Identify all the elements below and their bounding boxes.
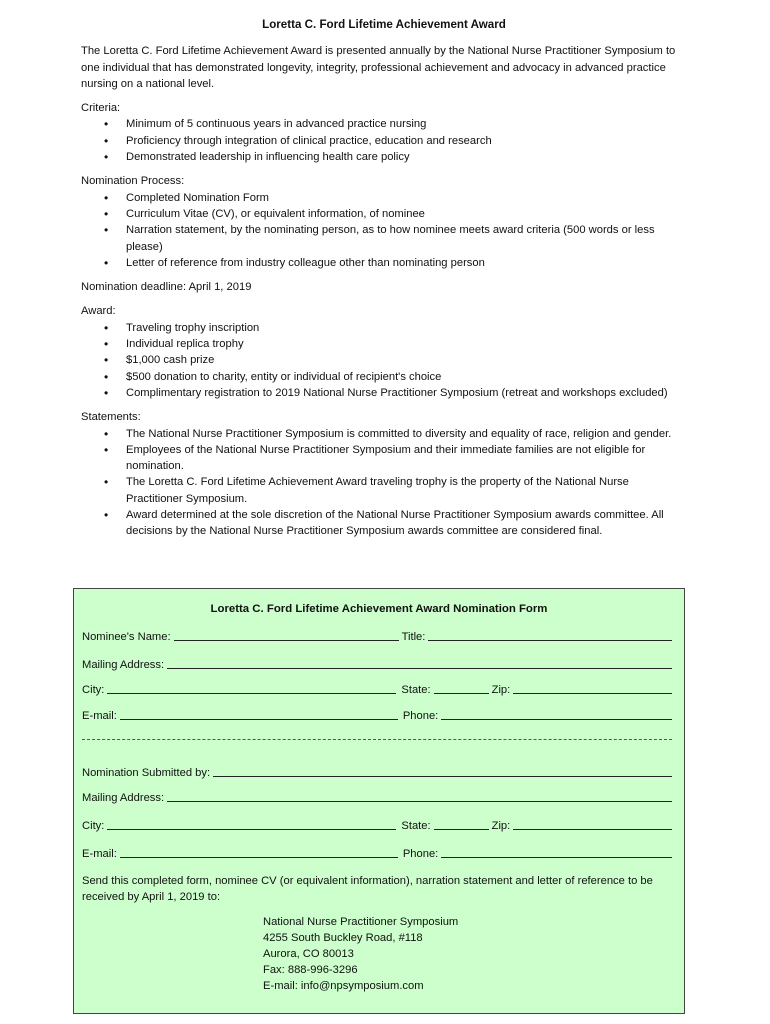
document-title: Loretta C. Ford Lifetime Achievement Award <box>262 18 506 31</box>
city-label: City: <box>82 684 105 696</box>
intro-paragraph: The Loretta C. Ford Lifetime Achievement Award is presented annually by the National Nurse Practitioner Symposium to one individual that has demonstrated longevity, integrity, professional achievement and advocacy in advanced practice nursing on a national level. <box>81 45 676 90</box>
criteria-heading: Criteria: <box>81 102 121 115</box>
submitter-state-field[interactable] <box>434 817 489 830</box>
submitted-by-label: Nomination Submitted by: <box>82 767 211 779</box>
mailing-address-label: Mailing Address: <box>82 659 165 671</box>
list-item: • Complimentary registration to 2019 National Nurse Practitioner Symposium (retreat and workshops excluded) <box>126 385 687 401</box>
submitter-city-row <box>82 816 672 832</box>
list-item: • $500 donation to charity, entity or individual of recipient's choice <box>126 369 687 385</box>
list-item: • Demonstrated leadership in influencing health care policy <box>126 149 687 165</box>
criteria-list <box>81 116 687 165</box>
submitted-by-field[interactable] <box>213 764 672 777</box>
nominee-name-label: Nominee's Name: <box>82 631 171 643</box>
nominee-phone-field[interactable] <box>441 707 672 720</box>
process-heading: Nomination Process: <box>81 175 185 188</box>
address-city: Aurora, CO 80013 <box>263 948 354 960</box>
list-item: • Completed Nomination Form <box>126 190 687 206</box>
mailing-address-label: Mailing Address: <box>82 792 165 804</box>
phone-label: Phone: <box>402 710 439 722</box>
state-label: State: <box>401 684 431 696</box>
nominee-mailing-address-field[interactable] <box>167 656 672 669</box>
nomination-deadline: Nomination deadline: April 1, 2019 <box>81 281 252 294</box>
submitter-zip-field[interactable] <box>513 817 672 830</box>
nominee-name-row <box>82 627 672 643</box>
submitter-city-field[interactable] <box>107 817 396 830</box>
statements-list <box>81 426 687 540</box>
email-label: E-mail: <box>82 710 117 722</box>
mailing-address-block <box>263 914 458 994</box>
submitter-email-field[interactable] <box>120 845 398 858</box>
list-item: • Minimum of 5 continuous years in advanced practice nursing <box>126 116 687 132</box>
address-email: E-mail: info@npsymposium.com <box>263 980 424 992</box>
zip-label: Zip: <box>491 684 511 696</box>
address-fax: Fax: 888-996-3296 <box>263 964 358 976</box>
list-item: • $1,000 cash prize <box>126 352 687 368</box>
phone-label: Phone: <box>402 848 439 860</box>
address-street: 4255 South Buckley Road, #118 <box>263 932 423 944</box>
nominee-city-field[interactable] <box>107 681 396 694</box>
list-item: • Proficiency through integration of clinical practice, education and research <box>126 133 687 149</box>
submitter-mailing-address-field[interactable] <box>167 789 672 802</box>
list-item: • Curriculum Vitae (CV), or equivalent information, of nominee <box>126 206 687 222</box>
title-label: Title: <box>401 631 426 643</box>
title-field[interactable] <box>428 628 672 641</box>
nomination-form <box>73 588 685 1014</box>
section-divider <box>82 739 672 740</box>
statements-heading: Statements: <box>81 411 141 424</box>
submitter-contact-row <box>82 844 672 860</box>
list-item: • Narration statement, by the nominating person, as to how nominee meets award criteria (500 words or less please) <box>126 222 687 255</box>
submitter-row <box>82 763 672 779</box>
nominee-city-row <box>82 680 672 696</box>
nominee-name-field[interactable] <box>174 628 399 641</box>
address-org: National Nurse Practitioner Symposium <box>263 916 459 928</box>
award-description <box>81 17 687 548</box>
city-label: City: <box>82 820 105 832</box>
nominee-state-field[interactable] <box>434 681 489 694</box>
process-list <box>81 190 687 271</box>
zip-label: Zip: <box>491 820 511 832</box>
list-item: • Award determined at the sole discretion of the National Nurse Practitioner Symposium awards committee. All decisions by the National Nurse Practitioner Symposium awards committee are considered final. <box>126 507 687 540</box>
submitter-phone-field[interactable] <box>441 845 672 858</box>
award-heading: Award: <box>81 305 116 318</box>
form-title: Loretta C. Ford Lifetime Achievement Award Nomination Form <box>210 603 548 615</box>
list-item: • The Loretta C. Ford Lifetime Achievement Award traveling trophy is the property of the National Nurse Practitioner Symposium. <box>126 474 687 507</box>
email-label: E-mail: <box>82 848 117 860</box>
list-item: • Employees of the National Nurse Practitioner Symposium and their immediate families are not eligible for nomination. <box>126 442 687 475</box>
nominee-email-field[interactable] <box>120 707 398 720</box>
nominee-zip-field[interactable] <box>513 681 672 694</box>
list-item: • Traveling trophy inscription <box>126 320 687 336</box>
nominee-address-row <box>82 655 672 671</box>
award-list <box>81 320 687 401</box>
send-instructions: Send this completed form, nominee CV (or equivalent information), narration statement and letter of reference to be received by April 1, 2019 to: <box>82 875 653 904</box>
nominee-contact-row <box>82 706 672 722</box>
list-item: • Letter of reference from industry colleague other than nominating person <box>126 255 687 271</box>
submitter-address-row <box>82 788 672 804</box>
list-item: • Individual replica trophy <box>126 336 687 352</box>
state-label: State: <box>401 820 431 832</box>
list-item: • The National Nurse Practitioner Symposium is committed to diversity and equality of race, religion and gender. <box>126 426 687 442</box>
